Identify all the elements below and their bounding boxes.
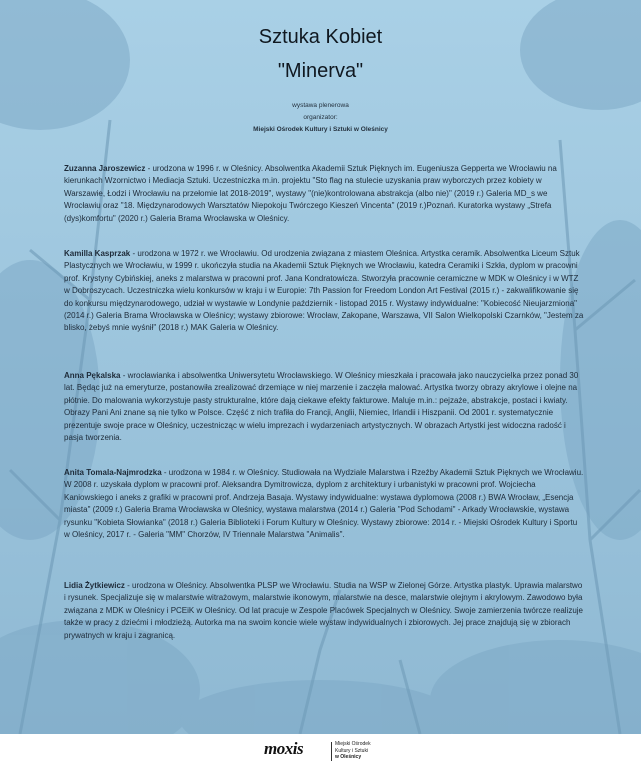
- poster-title: Sztuka Kobiet: [258, 26, 383, 48]
- logo-institution-text: [335, 741, 371, 761]
- artist-bio-text: - wrocławianka i absolwentka Uniwersytetu Wrocławskiego. W Oleśnicy mieszkała i pracowała jako nauczycielka przez ponad 30 lat. Będąc już na emeryturze, postanowiła zrealizować drzemiące w niej marzenie i zaczęła malować. Artystka tworzy obrazy akrylowe i olejne na płótnie. Do malowania wykorzystuje pasty strukturalne, które dają ciekawe efekty fakturowe. Maluje m.in.: pejzaże, abstrakcje, postaci i kwiaty. Obrazy Pani Ani znane są nie tylko w Polsce. Część z nich trafiła do Francji, Anglii, Niemiec, Irlandii i Hiszpanii. Od 2001 r. systematycznie prezentuje swoje prace w Oleśnicy, uczestnicząc w wielu imprezach i wydarzeniach artystycznych. W obrazach Artystki jest widoczna radość i pasja tworzenia.: [64, 371, 579, 443]
- artist-bio: [64, 370, 584, 444]
- artist-name: Kamilla Kasprzak: [64, 249, 131, 258]
- artist-bio: [64, 580, 584, 642]
- artist-bio-text: - urodzona w 1996 r. w Oleśnicy. Absolwentka Akademii Sztuk Pięknych im. Eugeniusza Gepperta we Wrocławiu na kierunkach Wzornictwo i Mediacja Sztuki. Uczestniczka m.in. projektu "Sto flag na stulecie uzyskania praw wyborczych przez kobiety w Warszawie, Łodzi i Wrocławiu na przełomie lat 2018-2019", wystawy "(nie)kontrolowana abstrakcja (albo nie)" (2019 r.) Galeria MD_s we Wrocławiu oraz "18. Międzynarodowych Warsztatów Niepokoju Twórczego Kieszeń Vincenta" (2019 r.)Poznań. Kuratorka wystawy „Strefa (dys)komfortu" (2020 r.) Galeria Brama Wrocławska w Oleśnicy.: [64, 164, 557, 223]
- logo-divider: [331, 742, 332, 761]
- artist-name: Zuzanna Jaroszewicz: [64, 164, 146, 173]
- artist-name: Anita Tomala-Najmrodzka: [64, 468, 162, 477]
- artist-bio: [64, 248, 584, 335]
- artist-name: Lidia Żytkiewicz: [64, 581, 125, 590]
- artist-name: Anna Pękalska: [64, 371, 121, 380]
- logo-wordmark: moxis: [264, 739, 304, 758]
- organizer-label: organizator:: [303, 114, 338, 121]
- artist-bio-text: - urodzona w 1972 r. we Wrocławiu. Od urodzenia związana z miastem Oleśnica. Artystka ceramik. Absolwentka Liceum Sztuk Plastycznych we Wrocławiu, w 1999 r. ukończyła studia na Akademii Sztuk Pięknych we Wrocławiu, katedra Ceramiki i Szkła, dyplom w pracowni prof. Krystyny Cybińskiej, aneks z malarstwa w pracowni prof. Jana Kondratowicza. Stworzyła pracownie ceramiczne w MDK w Oleśnicy i w WTZ w Dobroszycach. Uczestniczka wielu konkursów w kraju i w Europie: 7th Passion for Freedom London Art Festival (2015 r.) - zakwalifikowanie się do konkursu międzynarodowego, udział w wystawie w Londynie październik - listopad 2015 r. Wystawy indywidualne: "Kobiecość Nieujarzmiona" (2014 r.) Galeria Brama Wrocławska w Oleśnicy; wystawy zbiorowe: Wrocław, Zakopane, Warszawa, VII Salon Wielkopolski Czarnków, "Jestem za blisko, żebyś mnie wyśnił" (2018 r.) MAK Galeria w Oleśnicy.: [64, 249, 584, 333]
- artist-bio: [64, 163, 584, 225]
- footer: [0, 734, 641, 768]
- exhibition-type: wystawa plenerowa: [292, 102, 349, 109]
- logo-line: w Oleśnicy: [335, 754, 362, 760]
- logo-line: Miejski Ośrodek: [335, 741, 371, 747]
- artist-bio-text: - urodzona w Oleśnicy. Absolwentka PLSP we Wrocławiu. Studia na WSP w Zielonej Górze. Artystka plastyk. Uprawia malarstwo i rysunek. Specjalizuje się w malarstwie witrażowym, malarstwie ikonowym, malarstwie na desce, malarstwie olejnym i akrylowym. Zawodowo była związana z MDK w Oleśnicy i PCEiK w Oleśnicy. Od lat pracuje w Zespole Placówek Specjalnych w Oleśnicy. Swoje zamierzenia twórcze realizuje także w pracy z dziećmi i młodzieżą. Autorka ma na swoim koncie wiele wystaw indywidualnych i zbiorowych. Jej prace znajdują się w zbiorach prywatnych w kraju i zagranicą.: [64, 581, 584, 640]
- artist-bio-text: - urodzona w 1984 r. w Oleśnicy. Studiowała na Wydziale Malarstwa i Rzeźby Akademii Sztuk Pięknych we Wrocławiu. W 2008 r. uzyskała dyplom w pracowni prof. Aleksandra Dymitrowicza, dyplom z architektury i urbanistyki w pracowni prof. Wojciecha Kaniowskiego i aneks z grafiki w pracowni prof. Andrzeja Basaja. Wystawy indywidualne: wystawa dyplomowa (2008 r.) BWA Wrocław, „Esencja miasta" (2009 r.) Galeria Brama Wrocławska w Oleśnicy, wystawa malarstwa (2014 r.) Galeria "Pod Schodami" - Arkady Wrocławskie, wystawa rysunku "Kobieta Słowianka" (2018 r.) Galeria Biblioteki i Forum Kultury w Oleśnicy. Wystawy zbiorowe: 2014 r. - Miejski Ośrodek Kultury i Sportu w Oleśnicy, 2017 r. - Galeria "MM" Chorzów, IV Triennale Malarstwa "Animalis".: [64, 468, 584, 540]
- logo-line: Kultury i Sztuki: [335, 747, 369, 754]
- artist-bio: [64, 467, 584, 541]
- organizer-name: Miejski Ośrodek Kultury i Sztuki w Oleśnicy: [253, 126, 388, 133]
- poster-subtitle-name: "Minerva": [277, 60, 364, 82]
- moxis-logo: [264, 739, 384, 763]
